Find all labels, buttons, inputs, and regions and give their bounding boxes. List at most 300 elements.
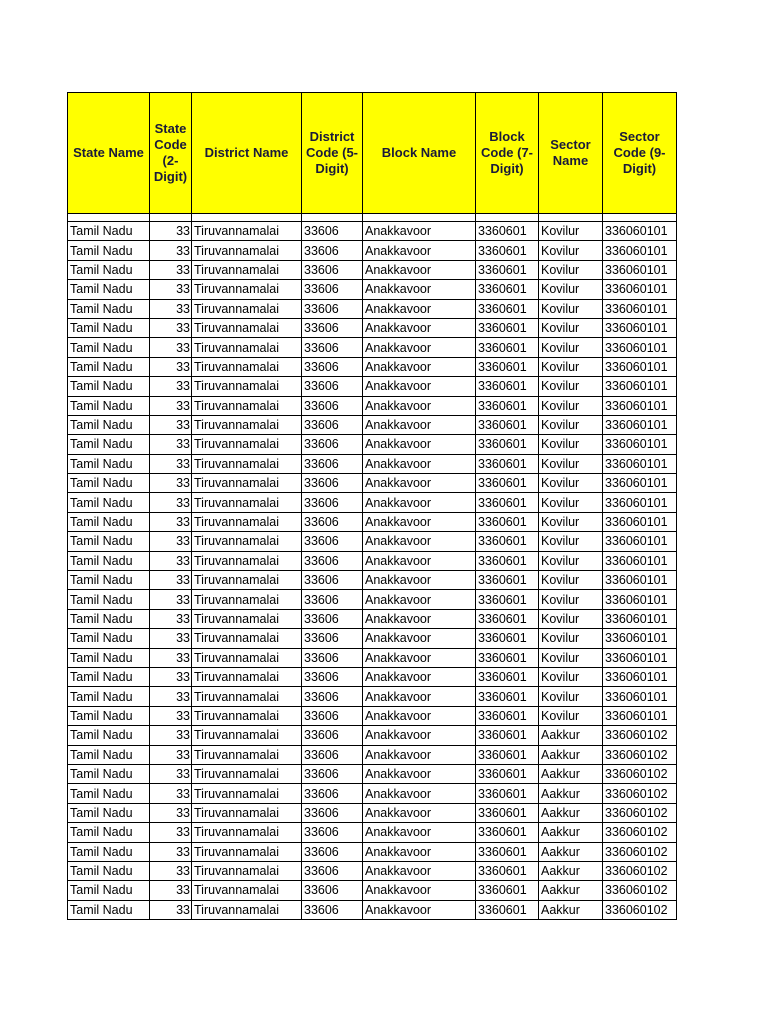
block-code-cell[interactable]: 3360601: [476, 435, 539, 454]
district-name-cell[interactable]: Tiruvannamalai: [192, 338, 302, 357]
sector-name-cell[interactable]: Kovilur: [539, 706, 603, 725]
block-name-cell[interactable]: Anakkavoor: [363, 726, 476, 745]
block-code-cell[interactable]: 3360601: [476, 396, 539, 415]
sector-name-cell[interactable]: Kovilur: [539, 280, 603, 299]
sector-name-cell[interactable]: Kovilur: [539, 260, 603, 279]
state-name-cell[interactable]: Tamil Nadu: [68, 900, 150, 919]
state-name-cell[interactable]: Tamil Nadu: [68, 454, 150, 473]
district-code-cell[interactable]: 33606: [302, 803, 363, 822]
sector-name-cell[interactable]: Kovilur: [539, 299, 603, 318]
sector-name-cell[interactable]: Kovilur: [539, 318, 603, 337]
block-name-cell[interactable]: Anakkavoor: [363, 396, 476, 415]
block-name-cell[interactable]: Anakkavoor: [363, 222, 476, 241]
district-code-cell[interactable]: 33606: [302, 222, 363, 241]
sector-name-cell[interactable]: Kovilur: [539, 609, 603, 628]
state-name-cell[interactable]: Tamil Nadu: [68, 861, 150, 880]
district-code-cell[interactable]: 33606: [302, 764, 363, 783]
district-name-cell[interactable]: Tiruvannamalai: [192, 861, 302, 880]
district-code-cell[interactable]: 33606: [302, 629, 363, 648]
district-code-cell[interactable]: 33606: [302, 241, 363, 260]
district-code-cell[interactable]: 33606: [302, 667, 363, 686]
sector-code-cell[interactable]: 336060101: [603, 609, 677, 628]
state-code-cell[interactable]: 33: [150, 493, 192, 512]
block-name-cell[interactable]: Anakkavoor: [363, 784, 476, 803]
block-name-cell[interactable]: Anakkavoor: [363, 260, 476, 279]
sector-name-cell[interactable]: Kovilur: [539, 687, 603, 706]
state-name-cell[interactable]: Tamil Nadu: [68, 551, 150, 570]
block-name-cell[interactable]: Anakkavoor: [363, 493, 476, 512]
header-state-name[interactable]: State Name: [68, 93, 150, 214]
state-name-cell[interactable]: Tamil Nadu: [68, 474, 150, 493]
block-code-cell[interactable]: 3360601: [476, 861, 539, 880]
state-code-cell[interactable]: 33: [150, 900, 192, 919]
state-name-cell[interactable]: Tamil Nadu: [68, 299, 150, 318]
empty-cell[interactable]: [150, 214, 192, 222]
state-code-cell[interactable]: 33: [150, 222, 192, 241]
block-code-cell[interactable]: 3360601: [476, 803, 539, 822]
block-name-cell[interactable]: Anakkavoor: [363, 861, 476, 880]
state-name-cell[interactable]: Tamil Nadu: [68, 764, 150, 783]
sector-name-cell[interactable]: Kovilur: [539, 551, 603, 570]
sector-name-cell[interactable]: Kovilur: [539, 667, 603, 686]
empty-cell[interactable]: [539, 214, 603, 222]
state-code-cell[interactable]: 33: [150, 629, 192, 648]
sector-code-cell[interactable]: 336060102: [603, 881, 677, 900]
header-sector-code[interactable]: Sector Code (9-Digit): [603, 93, 677, 214]
district-name-cell[interactable]: Tiruvannamalai: [192, 706, 302, 725]
sector-code-cell[interactable]: 336060101: [603, 357, 677, 376]
district-name-cell[interactable]: Tiruvannamalai: [192, 396, 302, 415]
header-block-name[interactable]: Block Name: [363, 93, 476, 214]
header-sector-name[interactable]: Sector Name: [539, 93, 603, 214]
district-code-cell[interactable]: 33606: [302, 648, 363, 667]
block-code-cell[interactable]: 3360601: [476, 726, 539, 745]
district-code-cell[interactable]: 33606: [302, 842, 363, 861]
state-name-cell[interactable]: Tamil Nadu: [68, 629, 150, 648]
district-code-cell[interactable]: 33606: [302, 377, 363, 396]
district-name-cell[interactable]: Tiruvannamalai: [192, 687, 302, 706]
district-code-cell[interactable]: 33606: [302, 745, 363, 764]
empty-cell[interactable]: [603, 214, 677, 222]
sector-code-cell[interactable]: 336060101: [603, 280, 677, 299]
block-name-cell[interactable]: Anakkavoor: [363, 745, 476, 764]
state-code-cell[interactable]: 33: [150, 415, 192, 434]
state-code-cell[interactable]: 33: [150, 764, 192, 783]
block-code-cell[interactable]: 3360601: [476, 532, 539, 551]
block-code-cell[interactable]: 3360601: [476, 842, 539, 861]
state-name-cell[interactable]: Tamil Nadu: [68, 241, 150, 260]
sector-name-cell[interactable]: Aakkur: [539, 764, 603, 783]
state-name-cell[interactable]: Tamil Nadu: [68, 357, 150, 376]
district-code-cell[interactable]: 33606: [302, 861, 363, 880]
sector-code-cell[interactable]: 336060101: [603, 338, 677, 357]
state-name-cell[interactable]: Tamil Nadu: [68, 532, 150, 551]
state-name-cell[interactable]: Tamil Nadu: [68, 726, 150, 745]
block-name-cell[interactable]: Anakkavoor: [363, 357, 476, 376]
state-name-cell[interactable]: Tamil Nadu: [68, 648, 150, 667]
state-code-cell[interactable]: 33: [150, 706, 192, 725]
sector-code-cell[interactable]: 336060101: [603, 435, 677, 454]
district-name-cell[interactable]: Tiruvannamalai: [192, 493, 302, 512]
district-code-cell[interactable]: 33606: [302, 571, 363, 590]
block-name-cell[interactable]: Anakkavoor: [363, 667, 476, 686]
block-name-cell[interactable]: Anakkavoor: [363, 706, 476, 725]
state-name-cell[interactable]: Tamil Nadu: [68, 609, 150, 628]
sector-name-cell[interactable]: Aakkur: [539, 861, 603, 880]
district-code-cell[interactable]: 33606: [302, 474, 363, 493]
state-code-cell[interactable]: 33: [150, 532, 192, 551]
block-code-cell[interactable]: 3360601: [476, 648, 539, 667]
sector-code-cell[interactable]: 336060101: [603, 687, 677, 706]
district-code-cell[interactable]: 33606: [302, 726, 363, 745]
district-name-cell[interactable]: Tiruvannamalai: [192, 745, 302, 764]
district-name-cell[interactable]: Tiruvannamalai: [192, 726, 302, 745]
state-code-cell[interactable]: 33: [150, 571, 192, 590]
block-name-cell[interactable]: Anakkavoor: [363, 823, 476, 842]
district-name-cell[interactable]: Tiruvannamalai: [192, 532, 302, 551]
district-code-cell[interactable]: 33606: [302, 260, 363, 279]
state-code-cell[interactable]: 33: [150, 784, 192, 803]
district-code-cell[interactable]: 33606: [302, 590, 363, 609]
district-name-cell[interactable]: Tiruvannamalai: [192, 900, 302, 919]
block-code-cell[interactable]: 3360601: [476, 590, 539, 609]
block-name-cell[interactable]: Anakkavoor: [363, 280, 476, 299]
sector-code-cell[interactable]: 336060101: [603, 474, 677, 493]
sector-code-cell[interactable]: 336060101: [603, 260, 677, 279]
state-name-cell[interactable]: Tamil Nadu: [68, 415, 150, 434]
district-code-cell[interactable]: 33606: [302, 435, 363, 454]
district-name-cell[interactable]: Tiruvannamalai: [192, 667, 302, 686]
district-code-cell[interactable]: 33606: [302, 280, 363, 299]
state-code-cell[interactable]: 33: [150, 435, 192, 454]
block-code-cell[interactable]: 3360601: [476, 318, 539, 337]
sector-code-cell[interactable]: 336060102: [603, 842, 677, 861]
district-name-cell[interactable]: Tiruvannamalai: [192, 222, 302, 241]
district-code-cell[interactable]: 33606: [302, 396, 363, 415]
block-code-cell[interactable]: 3360601: [476, 784, 539, 803]
sector-name-cell[interactable]: Kovilur: [539, 415, 603, 434]
block-name-cell[interactable]: Anakkavoor: [363, 474, 476, 493]
block-name-cell[interactable]: Anakkavoor: [363, 842, 476, 861]
block-name-cell[interactable]: Anakkavoor: [363, 648, 476, 667]
header-district-code[interactable]: District Code (5-Digit): [302, 93, 363, 214]
block-name-cell[interactable]: Anakkavoor: [363, 551, 476, 570]
sector-code-cell[interactable]: 336060101: [603, 454, 677, 473]
state-code-cell[interactable]: 33: [150, 241, 192, 260]
block-code-cell[interactable]: 3360601: [476, 881, 539, 900]
block-name-cell[interactable]: Anakkavoor: [363, 512, 476, 531]
state-code-cell[interactable]: 33: [150, 338, 192, 357]
district-name-cell[interactable]: Tiruvannamalai: [192, 435, 302, 454]
state-name-cell[interactable]: Tamil Nadu: [68, 687, 150, 706]
state-name-cell[interactable]: Tamil Nadu: [68, 803, 150, 822]
sector-name-cell[interactable]: Kovilur: [539, 222, 603, 241]
district-name-cell[interactable]: Tiruvannamalai: [192, 784, 302, 803]
state-name-cell[interactable]: Tamil Nadu: [68, 493, 150, 512]
sector-name-cell[interactable]: Kovilur: [539, 396, 603, 415]
district-name-cell[interactable]: Tiruvannamalai: [192, 823, 302, 842]
district-code-cell[interactable]: 33606: [302, 532, 363, 551]
sector-name-cell[interactable]: Aakkur: [539, 900, 603, 919]
sector-code-cell[interactable]: 336060101: [603, 377, 677, 396]
header-state-code[interactable]: State Code (2-Digit): [150, 93, 192, 214]
state-code-cell[interactable]: 33: [150, 803, 192, 822]
block-name-cell[interactable]: Anakkavoor: [363, 299, 476, 318]
block-code-cell[interactable]: 3360601: [476, 241, 539, 260]
sector-code-cell[interactable]: 336060101: [603, 493, 677, 512]
state-name-cell[interactable]: Tamil Nadu: [68, 571, 150, 590]
sector-code-cell[interactable]: 336060102: [603, 861, 677, 880]
header-district-name[interactable]: District Name: [192, 93, 302, 214]
district-name-cell[interactable]: Tiruvannamalai: [192, 842, 302, 861]
state-name-cell[interactable]: Tamil Nadu: [68, 706, 150, 725]
state-code-cell[interactable]: 33: [150, 377, 192, 396]
empty-cell[interactable]: [363, 214, 476, 222]
state-code-cell[interactable]: 33: [150, 667, 192, 686]
block-code-cell[interactable]: 3360601: [476, 338, 539, 357]
state-name-cell[interactable]: Tamil Nadu: [68, 590, 150, 609]
block-name-cell[interactable]: Anakkavoor: [363, 687, 476, 706]
block-code-cell[interactable]: 3360601: [476, 474, 539, 493]
sector-name-cell[interactable]: Kovilur: [539, 357, 603, 376]
state-name-cell[interactable]: Tamil Nadu: [68, 512, 150, 531]
sector-code-cell[interactable]: 336060102: [603, 784, 677, 803]
block-code-cell[interactable]: 3360601: [476, 764, 539, 783]
sector-code-cell[interactable]: 336060101: [603, 629, 677, 648]
state-name-cell[interactable]: Tamil Nadu: [68, 784, 150, 803]
state-code-cell[interactable]: 33: [150, 280, 192, 299]
block-code-cell[interactable]: 3360601: [476, 377, 539, 396]
district-name-cell[interactable]: Tiruvannamalai: [192, 629, 302, 648]
state-code-cell[interactable]: 33: [150, 687, 192, 706]
block-name-cell[interactable]: Anakkavoor: [363, 241, 476, 260]
district-code-cell[interactable]: 33606: [302, 357, 363, 376]
state-name-cell[interactable]: Tamil Nadu: [68, 280, 150, 299]
block-name-cell[interactable]: Anakkavoor: [363, 900, 476, 919]
block-name-cell[interactable]: Anakkavoor: [363, 764, 476, 783]
district-name-cell[interactable]: Tiruvannamalai: [192, 571, 302, 590]
district-name-cell[interactable]: Tiruvannamalai: [192, 551, 302, 570]
state-name-cell[interactable]: Tamil Nadu: [68, 377, 150, 396]
sector-code-cell[interactable]: 336060101: [603, 590, 677, 609]
state-code-cell[interactable]: 33: [150, 357, 192, 376]
sector-code-cell[interactable]: 336060102: [603, 764, 677, 783]
sector-code-cell[interactable]: 336060101: [603, 318, 677, 337]
sector-name-cell[interactable]: Aakkur: [539, 823, 603, 842]
state-code-cell[interactable]: 33: [150, 474, 192, 493]
state-name-cell[interactable]: Tamil Nadu: [68, 396, 150, 415]
block-name-cell[interactable]: Anakkavoor: [363, 377, 476, 396]
sector-code-cell[interactable]: 336060101: [603, 648, 677, 667]
state-name-cell[interactable]: Tamil Nadu: [68, 435, 150, 454]
district-name-cell[interactable]: Tiruvannamalai: [192, 280, 302, 299]
block-code-cell[interactable]: 3360601: [476, 357, 539, 376]
state-name-cell[interactable]: Tamil Nadu: [68, 842, 150, 861]
block-name-cell[interactable]: Anakkavoor: [363, 803, 476, 822]
state-code-cell[interactable]: 33: [150, 823, 192, 842]
district-name-cell[interactable]: Tiruvannamalai: [192, 318, 302, 337]
sector-name-cell[interactable]: Aakkur: [539, 726, 603, 745]
sector-name-cell[interactable]: Aakkur: [539, 745, 603, 764]
block-name-cell[interactable]: Anakkavoor: [363, 435, 476, 454]
empty-cell[interactable]: [192, 214, 302, 222]
block-code-cell[interactable]: 3360601: [476, 551, 539, 570]
state-name-cell[interactable]: Tamil Nadu: [68, 745, 150, 764]
district-code-cell[interactable]: 33606: [302, 493, 363, 512]
block-code-cell[interactable]: 3360601: [476, 299, 539, 318]
block-code-cell[interactable]: 3360601: [476, 260, 539, 279]
state-code-cell[interactable]: 33: [150, 318, 192, 337]
header-block-code[interactable]: Block Code (7-Digit): [476, 93, 539, 214]
sector-name-cell[interactable]: Kovilur: [539, 241, 603, 260]
sector-code-cell[interactable]: 336060102: [603, 900, 677, 919]
district-name-cell[interactable]: Tiruvannamalai: [192, 241, 302, 260]
district-code-cell[interactable]: 33606: [302, 881, 363, 900]
block-code-cell[interactable]: 3360601: [476, 454, 539, 473]
empty-cell[interactable]: [302, 214, 363, 222]
block-code-cell[interactable]: 3360601: [476, 823, 539, 842]
block-name-cell[interactable]: Anakkavoor: [363, 318, 476, 337]
block-code-cell[interactable]: 3360601: [476, 609, 539, 628]
sector-code-cell[interactable]: 336060101: [603, 241, 677, 260]
sector-code-cell[interactable]: 336060101: [603, 299, 677, 318]
state-code-cell[interactable]: 33: [150, 454, 192, 473]
state-name-cell[interactable]: Tamil Nadu: [68, 260, 150, 279]
district-code-cell[interactable]: 33606: [302, 900, 363, 919]
state-code-cell[interactable]: 33: [150, 861, 192, 880]
block-code-cell[interactable]: 3360601: [476, 222, 539, 241]
sector-name-cell[interactable]: Kovilur: [539, 377, 603, 396]
empty-cell[interactable]: [68, 214, 150, 222]
district-code-cell[interactable]: 33606: [302, 318, 363, 337]
district-code-cell[interactable]: 33606: [302, 823, 363, 842]
sector-code-cell[interactable]: 336060101: [603, 396, 677, 415]
district-name-cell[interactable]: Tiruvannamalai: [192, 512, 302, 531]
district-name-cell[interactable]: Tiruvannamalai: [192, 299, 302, 318]
sector-code-cell[interactable]: 336060101: [603, 551, 677, 570]
district-name-cell[interactable]: Tiruvannamalai: [192, 377, 302, 396]
block-code-cell[interactable]: 3360601: [476, 512, 539, 531]
sector-code-cell[interactable]: 336060101: [603, 532, 677, 551]
sector-name-cell[interactable]: Kovilur: [539, 532, 603, 551]
block-name-cell[interactable]: Anakkavoor: [363, 454, 476, 473]
sector-name-cell[interactable]: Aakkur: [539, 881, 603, 900]
state-code-cell[interactable]: 33: [150, 609, 192, 628]
district-code-cell[interactable]: 33606: [302, 512, 363, 531]
district-name-cell[interactable]: Tiruvannamalai: [192, 454, 302, 473]
sector-name-cell[interactable]: Kovilur: [539, 629, 603, 648]
block-code-cell[interactable]: 3360601: [476, 745, 539, 764]
district-code-cell[interactable]: 33606: [302, 551, 363, 570]
block-code-cell[interactable]: 3360601: [476, 900, 539, 919]
sector-code-cell[interactable]: 336060102: [603, 726, 677, 745]
block-name-cell[interactable]: Anakkavoor: [363, 571, 476, 590]
district-code-cell[interactable]: 33606: [302, 338, 363, 357]
district-name-cell[interactable]: Tiruvannamalai: [192, 764, 302, 783]
sector-name-cell[interactable]: Kovilur: [539, 571, 603, 590]
district-name-cell[interactable]: Tiruvannamalai: [192, 881, 302, 900]
block-code-cell[interactable]: 3360601: [476, 493, 539, 512]
district-code-cell[interactable]: 33606: [302, 706, 363, 725]
state-code-cell[interactable]: 33: [150, 551, 192, 570]
sector-code-cell[interactable]: 336060102: [603, 745, 677, 764]
district-code-cell[interactable]: 33606: [302, 299, 363, 318]
state-name-cell[interactable]: Tamil Nadu: [68, 823, 150, 842]
state-name-cell[interactable]: Tamil Nadu: [68, 318, 150, 337]
state-code-cell[interactable]: 33: [150, 726, 192, 745]
sector-name-cell[interactable]: Kovilur: [539, 512, 603, 531]
sector-code-cell[interactable]: 336060101: [603, 512, 677, 531]
block-name-cell[interactable]: Anakkavoor: [363, 590, 476, 609]
sector-code-cell[interactable]: 336060101: [603, 571, 677, 590]
district-name-cell[interactable]: Tiruvannamalai: [192, 648, 302, 667]
state-name-cell[interactable]: Tamil Nadu: [68, 222, 150, 241]
block-name-cell[interactable]: Anakkavoor: [363, 338, 476, 357]
state-code-cell[interactable]: 33: [150, 590, 192, 609]
district-name-cell[interactable]: Tiruvannamalai: [192, 590, 302, 609]
state-code-cell[interactable]: 33: [150, 881, 192, 900]
district-name-cell[interactable]: Tiruvannamalai: [192, 260, 302, 279]
state-code-cell[interactable]: 33: [150, 396, 192, 415]
district-code-cell[interactable]: 33606: [302, 609, 363, 628]
block-code-cell[interactable]: 3360601: [476, 629, 539, 648]
district-name-cell[interactable]: Tiruvannamalai: [192, 609, 302, 628]
state-code-cell[interactable]: 33: [150, 260, 192, 279]
district-name-cell[interactable]: Tiruvannamalai: [192, 803, 302, 822]
sector-name-cell[interactable]: Aakkur: [539, 803, 603, 822]
state-code-cell[interactable]: 33: [150, 842, 192, 861]
sector-code-cell[interactable]: 336060101: [603, 415, 677, 434]
state-name-cell[interactable]: Tamil Nadu: [68, 881, 150, 900]
sector-code-cell[interactable]: 336060101: [603, 222, 677, 241]
state-code-cell[interactable]: 33: [150, 745, 192, 764]
block-code-cell[interactable]: 3360601: [476, 687, 539, 706]
district-code-cell[interactable]: 33606: [302, 784, 363, 803]
empty-cell[interactable]: [476, 214, 539, 222]
block-code-cell[interactable]: 3360601: [476, 280, 539, 299]
district-code-cell[interactable]: 33606: [302, 687, 363, 706]
district-code-cell[interactable]: 33606: [302, 415, 363, 434]
sector-name-cell[interactable]: Kovilur: [539, 493, 603, 512]
block-code-cell[interactable]: 3360601: [476, 571, 539, 590]
state-code-cell[interactable]: 33: [150, 512, 192, 531]
district-name-cell[interactable]: Tiruvannamalai: [192, 415, 302, 434]
sector-name-cell[interactable]: Kovilur: [539, 474, 603, 493]
state-code-cell[interactable]: 33: [150, 648, 192, 667]
block-name-cell[interactable]: Anakkavoor: [363, 609, 476, 628]
block-code-cell[interactable]: 3360601: [476, 667, 539, 686]
sector-code-cell[interactable]: 336060102: [603, 803, 677, 822]
block-name-cell[interactable]: Anakkavoor: [363, 532, 476, 551]
block-name-cell[interactable]: Anakkavoor: [363, 881, 476, 900]
sector-name-cell[interactable]: Kovilur: [539, 435, 603, 454]
block-code-cell[interactable]: 3360601: [476, 706, 539, 725]
sector-code-cell[interactable]: 336060101: [603, 667, 677, 686]
state-code-cell[interactable]: 33: [150, 299, 192, 318]
sector-name-cell[interactable]: Kovilur: [539, 648, 603, 667]
district-code-cell[interactable]: 33606: [302, 454, 363, 473]
sector-name-cell[interactable]: Aakkur: [539, 842, 603, 861]
sector-name-cell[interactable]: Kovilur: [539, 590, 603, 609]
block-name-cell[interactable]: Anakkavoor: [363, 629, 476, 648]
district-name-cell[interactable]: Tiruvannamalai: [192, 474, 302, 493]
sector-code-cell[interactable]: 336060101: [603, 706, 677, 725]
sector-name-cell[interactable]: Kovilur: [539, 454, 603, 473]
sector-name-cell[interactable]: Kovilur: [539, 338, 603, 357]
sector-code-cell[interactable]: 336060102: [603, 823, 677, 842]
district-name-cell[interactable]: Tiruvannamalai: [192, 357, 302, 376]
block-code-cell[interactable]: 3360601: [476, 415, 539, 434]
